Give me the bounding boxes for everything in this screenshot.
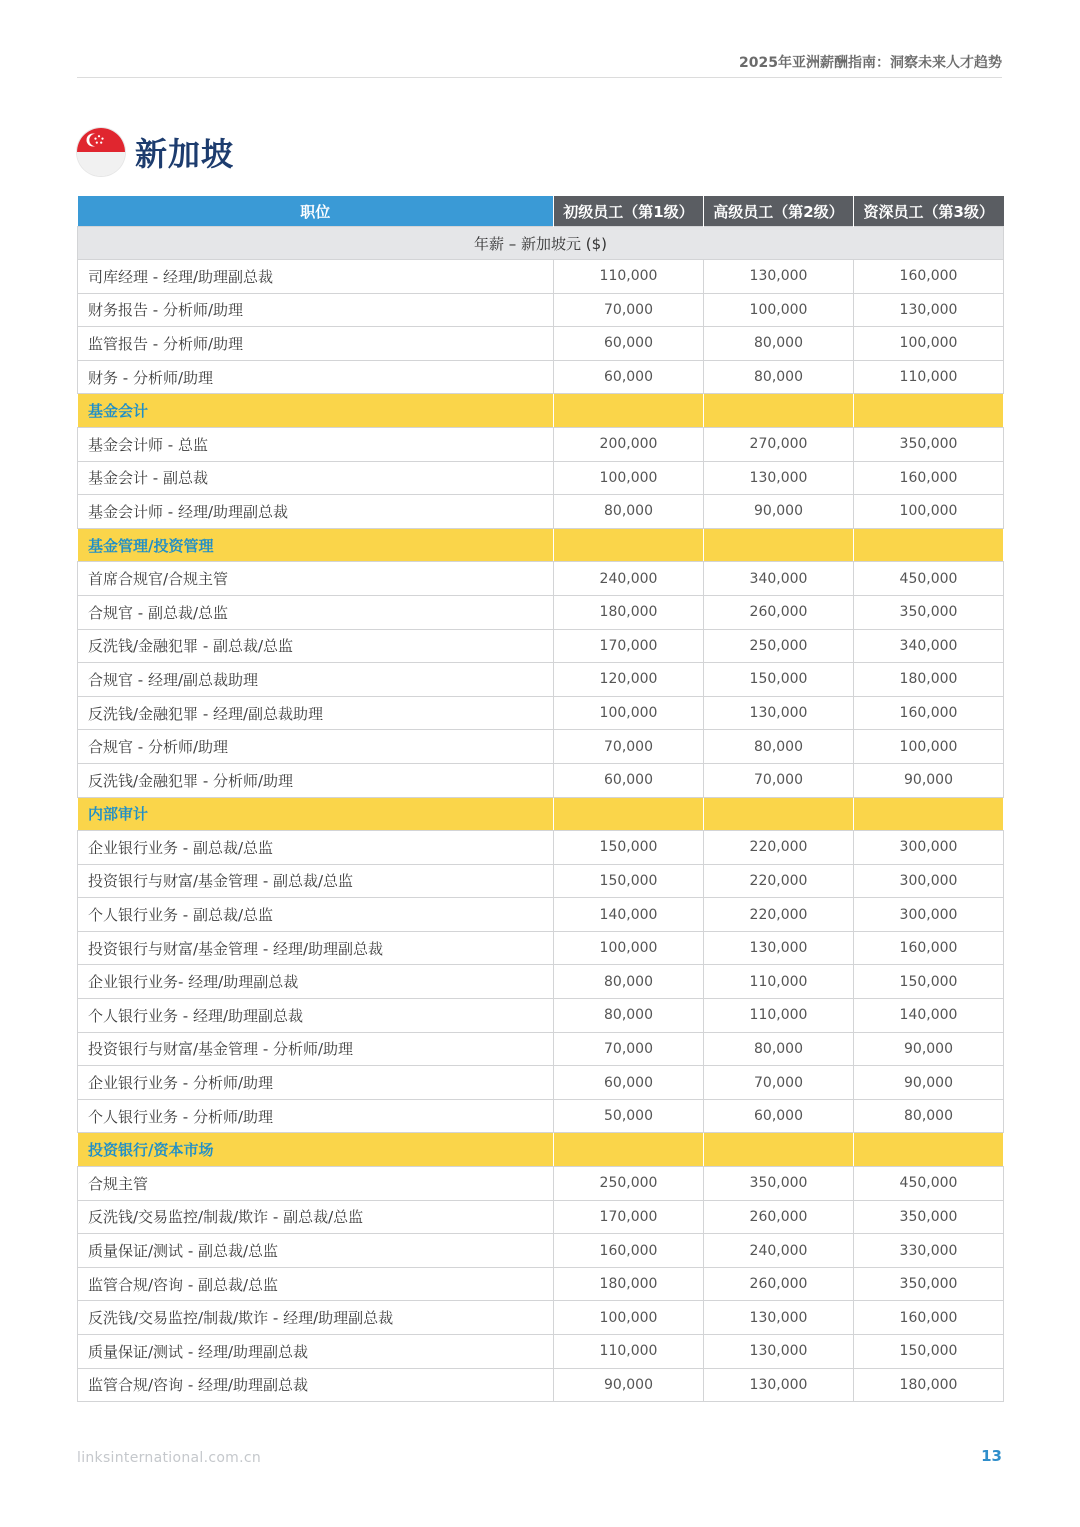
section-empty-cell [704,1133,854,1167]
job-title-cell: 财务报告 - 分析师/助理 [78,293,554,327]
salary-level-1-cell: 200,000 [554,427,704,461]
page-number: 13 [981,1447,1002,1465]
section-title: 投资银行/资本市场 [78,1133,554,1167]
document-header-title: 2025年亚洲薪酬指南：洞察未来人才趋势 [739,55,1002,71]
salary-level-2-cell: 80,000 [704,1032,854,1066]
job-title-cell: 监管报告 - 分析师/助理 [78,327,554,361]
salary-level-3-cell: 340,000 [854,629,1004,663]
table-row [78,495,1004,529]
job-title-cell: 反洗钱/交易监控/制裁/欺诈 - 经理/助理副总裁 [78,1301,554,1335]
job-title-cell: 反洗钱/金融犯罪 - 经理/副总裁助理 [78,696,554,730]
salary-level-2-cell: 220,000 [704,864,854,898]
salary-level-3-cell: 140,000 [854,999,1004,1033]
salary-level-1-cell: 100,000 [554,1301,704,1335]
salary-level-1-cell: 120,000 [554,663,704,697]
salary-level-1-cell: 60,000 [554,1066,704,1100]
table-row [78,763,1004,797]
salary-level-1-cell: 170,000 [554,1200,704,1234]
job-title-cell: 财务 - 分析师/助理 [78,360,554,394]
job-title-cell: 首席合规官/合规主管 [78,562,554,596]
salary-table [77,196,1004,1402]
table-row [78,1267,1004,1301]
salary-level-2-cell: 260,000 [704,1200,854,1234]
salary-level-1-cell: 60,000 [554,360,704,394]
table-row [78,629,1004,663]
salary-level-1-cell: 110,000 [554,1335,704,1369]
salary-level-2-cell: 80,000 [704,360,854,394]
table-row [78,1066,1004,1100]
salary-level-2-cell: 250,000 [704,629,854,663]
table-row [78,427,1004,461]
job-title-cell: 个人银行业务 - 副总裁/总监 [78,898,554,932]
country-heading [77,128,234,176]
salary-level-1-cell: 170,000 [554,629,704,663]
salary-level-3-cell: 450,000 [854,562,1004,596]
salary-level-2-cell: 60,000 [704,1099,854,1133]
salary-level-2-cell: 80,000 [704,327,854,361]
salary-level-1-cell: 60,000 [554,327,704,361]
table-row [78,663,1004,697]
salary-level-3-cell: 160,000 [854,696,1004,730]
job-title-cell: 企业银行业务- 经理/助理副总裁 [78,965,554,999]
salary-level-1-cell: 110,000 [554,260,704,294]
table-row [78,1167,1004,1201]
section-title: 内部审计 [78,797,554,831]
section-empty-cell [554,797,704,831]
header-divider [77,77,1002,78]
section-empty-cell [704,394,854,428]
salary-level-2-cell: 270,000 [704,427,854,461]
job-title-cell: 企业银行业务 - 副总裁/总监 [78,831,554,865]
job-title-cell: 质量保证/测试 - 经理/助理副总裁 [78,1335,554,1369]
currency-subheader: 年薪 – 新加坡元 ($) [78,227,1004,260]
salary-level-2-cell: 260,000 [704,595,854,629]
salary-level-3-cell: 300,000 [854,831,1004,865]
job-title-cell: 合规主管 [78,1167,554,1201]
salary-level-2-cell: 130,000 [704,1301,854,1335]
section-title: 基金会计 [78,394,554,428]
salary-level-2-cell: 240,000 [704,1234,854,1268]
salary-level-3-cell: 180,000 [854,663,1004,697]
salary-level-1-cell: 240,000 [554,562,704,596]
section-empty-cell [554,528,704,562]
salary-level-2-cell: 80,000 [704,730,854,764]
table-row [78,1368,1004,1402]
salary-level-2-cell: 340,000 [704,562,854,596]
salary-level-3-cell: 350,000 [854,1267,1004,1301]
salary-level-1-cell: 100,000 [554,461,704,495]
salary-level-3-cell: 100,000 [854,327,1004,361]
job-title-cell: 合规官 - 分析师/助理 [78,730,554,764]
salary-level-1-cell: 70,000 [554,293,704,327]
column-header-level-3: 资深员工（第3级） [854,196,1004,227]
salary-level-3-cell: 90,000 [854,1032,1004,1066]
column-header-position: 职位 [78,196,554,227]
salary-level-1-cell: 250,000 [554,1167,704,1201]
table-row [78,1032,1004,1066]
salary-level-2-cell: 350,000 [704,1167,854,1201]
salary-level-3-cell: 100,000 [854,730,1004,764]
salary-level-1-cell: 60,000 [554,763,704,797]
table-row [78,831,1004,865]
table-row [78,1301,1004,1335]
section-row [78,528,1004,562]
table-row [78,260,1004,294]
salary-level-1-cell: 160,000 [554,1234,704,1268]
salary-level-1-cell: 180,000 [554,595,704,629]
table-row [78,327,1004,361]
salary-level-1-cell: 80,000 [554,495,704,529]
salary-level-2-cell: 110,000 [704,965,854,999]
salary-level-3-cell: 150,000 [854,1335,1004,1369]
salary-level-1-cell: 150,000 [554,864,704,898]
section-empty-cell [554,1133,704,1167]
job-title-cell: 反洗钱/金融犯罪 - 副总裁/总监 [78,629,554,663]
salary-level-3-cell: 80,000 [854,1099,1004,1133]
salary-level-1-cell: 180,000 [554,1267,704,1301]
salary-level-1-cell: 80,000 [554,999,704,1033]
salary-level-2-cell: 90,000 [704,495,854,529]
salary-level-2-cell: 130,000 [704,260,854,294]
salary-level-3-cell: 350,000 [854,427,1004,461]
salary-level-3-cell: 90,000 [854,1066,1004,1100]
job-title-cell: 反洗钱/交易监控/制裁/欺诈 - 副总裁/总监 [78,1200,554,1234]
salary-level-2-cell: 130,000 [704,931,854,965]
job-title-cell: 投资银行与财富/基金管理 - 分析师/助理 [78,1032,554,1066]
salary-level-3-cell: 110,000 [854,360,1004,394]
salary-level-3-cell: 160,000 [854,1301,1004,1335]
job-title-cell: 合规官 - 副总裁/总监 [78,595,554,629]
table-row [78,931,1004,965]
salary-level-3-cell: 160,000 [854,260,1004,294]
job-title-cell: 个人银行业务 - 分析师/助理 [78,1099,554,1133]
section-empty-cell [854,394,1004,428]
salary-level-2-cell: 70,000 [704,1066,854,1100]
job-title-cell: 质量保证/测试 - 副总裁/总监 [78,1234,554,1268]
salary-level-1-cell: 150,000 [554,831,704,865]
section-row [78,797,1004,831]
salary-level-1-cell: 140,000 [554,898,704,932]
salary-level-3-cell: 160,000 [854,461,1004,495]
job-title-cell: 合规官 - 经理/副总裁助理 [78,663,554,697]
salary-level-1-cell: 70,000 [554,730,704,764]
singapore-flag-icon [77,128,125,176]
table-row [78,293,1004,327]
salary-level-3-cell: 450,000 [854,1167,1004,1201]
salary-level-3-cell: 330,000 [854,1234,1004,1268]
salary-level-3-cell: 100,000 [854,495,1004,529]
table-row [78,1099,1004,1133]
table-row [78,360,1004,394]
salary-level-2-cell: 150,000 [704,663,854,697]
salary-level-3-cell: 180,000 [854,1368,1004,1402]
job-title-cell: 监管合规/咨询 - 经理/助理副总裁 [78,1368,554,1402]
column-header-level-1: 初级员工（第1级） [554,196,704,227]
salary-level-2-cell: 70,000 [704,763,854,797]
table-row [78,999,1004,1033]
job-title-cell: 反洗钱/金融犯罪 - 分析师/助理 [78,763,554,797]
column-header-level-2: 高级员工（第2级） [704,196,854,227]
salary-level-3-cell: 350,000 [854,595,1004,629]
section-empty-cell [704,528,854,562]
salary-level-2-cell: 220,000 [704,898,854,932]
salary-level-1-cell: 50,000 [554,1099,704,1133]
salary-level-2-cell: 130,000 [704,696,854,730]
table-row [78,696,1004,730]
table-row [78,730,1004,764]
table-row [78,595,1004,629]
section-title: 基金管理/投资管理 [78,528,554,562]
table-row [78,562,1004,596]
section-empty-cell [854,528,1004,562]
salary-level-3-cell: 150,000 [854,965,1004,999]
section-empty-cell [704,797,854,831]
salary-level-3-cell: 90,000 [854,763,1004,797]
salary-level-3-cell: 350,000 [854,1200,1004,1234]
currency-subheader-row [78,227,1004,260]
salary-level-3-cell: 300,000 [854,864,1004,898]
salary-level-2-cell: 130,000 [704,461,854,495]
section-row [78,394,1004,428]
table-row [78,864,1004,898]
table-row [78,898,1004,932]
table-row [78,1200,1004,1234]
table-row [78,461,1004,495]
country-title: 新加坡 [135,135,235,173]
salary-level-3-cell: 160,000 [854,931,1004,965]
salary-level-2-cell: 130,000 [704,1368,854,1402]
table-row [78,1335,1004,1369]
job-title-cell: 投资银行与财富/基金管理 - 经理/助理副总裁 [78,931,554,965]
section-row [78,1133,1004,1167]
salary-level-2-cell: 260,000 [704,1267,854,1301]
job-title-cell: 基金会计师 - 经理/助理副总裁 [78,495,554,529]
job-title-cell: 投资银行与财富/基金管理 - 副总裁/总监 [78,864,554,898]
salary-level-1-cell: 70,000 [554,1032,704,1066]
salary-level-2-cell: 130,000 [704,1335,854,1369]
footer-website: linksinternational.com.cn [77,1450,262,1466]
section-empty-cell [854,797,1004,831]
salary-level-1-cell: 100,000 [554,696,704,730]
table-row [78,965,1004,999]
salary-level-2-cell: 100,000 [704,293,854,327]
salary-level-2-cell: 110,000 [704,999,854,1033]
job-title-cell: 个人银行业务 - 经理/助理副总裁 [78,999,554,1033]
salary-level-3-cell: 300,000 [854,898,1004,932]
salary-level-1-cell: 100,000 [554,931,704,965]
job-title-cell: 监管合规/咨询 - 副总裁/总监 [78,1267,554,1301]
table-row [78,1234,1004,1268]
job-title-cell: 基金会计师 - 总监 [78,427,554,461]
job-title-cell: 企业银行业务 - 分析师/助理 [78,1066,554,1100]
salary-level-1-cell: 90,000 [554,1368,704,1402]
job-title-cell: 司库经理 - 经理/助理副总裁 [78,260,554,294]
section-empty-cell [554,394,704,428]
section-empty-cell [854,1133,1004,1167]
salary-level-2-cell: 220,000 [704,831,854,865]
job-title-cell: 基金会计 - 副总裁 [78,461,554,495]
salary-level-1-cell: 80,000 [554,965,704,999]
salary-level-3-cell: 130,000 [854,293,1004,327]
table-header-row [78,196,1004,227]
